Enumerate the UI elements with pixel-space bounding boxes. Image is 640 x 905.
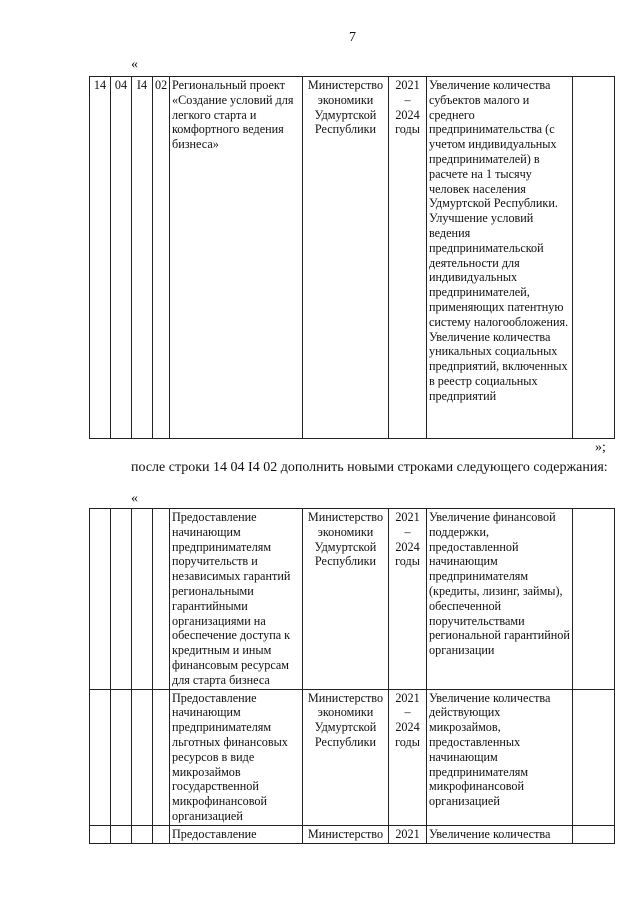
opening-quote: « — [131, 57, 138, 72]
project-name-cell: Региональный проект «Создание условий для легкого старта и комфортного ведения бизнеса» — [170, 77, 303, 439]
ministry-cell: Министерство экономики Удмуртской Республики — [303, 689, 389, 825]
term-cell — [389, 689, 427, 825]
year-dash: – — [404, 705, 411, 720]
measure-cell: Предоставление — [170, 825, 303, 843]
years-label: годы — [395, 122, 420, 137]
code-activity: 02 — [153, 77, 170, 439]
empty-cell — [573, 77, 615, 439]
year-dash: – — [404, 92, 411, 107]
years-label: годы — [395, 734, 420, 749]
year-from: 2021 — [389, 825, 427, 843]
opening-quote-2: « — [131, 491, 138, 506]
program-table-new-rows — [89, 508, 615, 844]
year-to: 2024 — [395, 720, 420, 735]
code-state-program: 14 — [90, 77, 111, 439]
page-number: 7 — [349, 30, 356, 45]
ministry-cell: Министерство экономики Удмуртской Республики — [303, 77, 389, 439]
term-cell — [389, 509, 427, 690]
term-cell — [389, 77, 427, 439]
insertion-paragraph: после строки 14 04 I4 02 дополнить новыми строками следующего содержания: — [131, 460, 608, 475]
ministry-cell: Министерство экономики Удмуртской Республики — [303, 509, 389, 690]
year-dash: – — [404, 524, 411, 539]
table-row — [90, 689, 615, 825]
year-from: 2021 — [395, 78, 420, 92]
years-label: годы — [395, 554, 420, 569]
year-from: 2021 — [395, 690, 420, 705]
ministry-cell: Министерство — [303, 825, 389, 843]
result-cell: Увеличение финансовой поддержки, предоставленной начинающим предпринимателям (кредиты, лизинг, займы), обеспеченной поручительствами региональной гарантийной организации — [427, 509, 573, 690]
table-row — [90, 509, 615, 690]
result-cell: Увеличение количества субъектов малого и среднего предпринимательства (с учетом индивидуальных предпринимателей) в расчете на 1 тысячу человек населения Удмуртской Республики. Улучшение условий ведения предпринимательской деятельности для индивидуальных предпринимателей, применяющих патентную систему налогообложения. Увеличение количества уникальных социальных предприятий, включенных в реестр социальных предприятий — [427, 77, 573, 439]
closing-quote: »; — [595, 440, 606, 455]
measure-cell: Предоставление начинающим предпринимателям льготных финансовых ресурсов в виде микрозаймов государственной микрофинансовой организацией — [170, 689, 303, 825]
year-to: 2024 — [395, 539, 420, 554]
table-row — [90, 77, 615, 439]
result-cell: Увеличение количества действующих микрозаймов, предоставленных начинающим предпринимателям микрофинансовой организацией — [427, 689, 573, 825]
code-subprogram: 04 — [111, 77, 132, 439]
code-main-activity: I4 — [132, 77, 153, 439]
program-table-existing — [89, 76, 615, 439]
measure-cell: Предоставление начинающим предпринимателям поручительств и независимых гарантий региональными гарантийными организациями на обеспечение доступа к кредитным и иным финансовым ресурсам для старта бизнеса — [170, 509, 303, 690]
result-cell: Увеличение количества — [427, 825, 573, 843]
year-to: 2024 — [395, 107, 420, 122]
table-row — [90, 825, 615, 843]
year-from: 2021 — [395, 510, 420, 524]
